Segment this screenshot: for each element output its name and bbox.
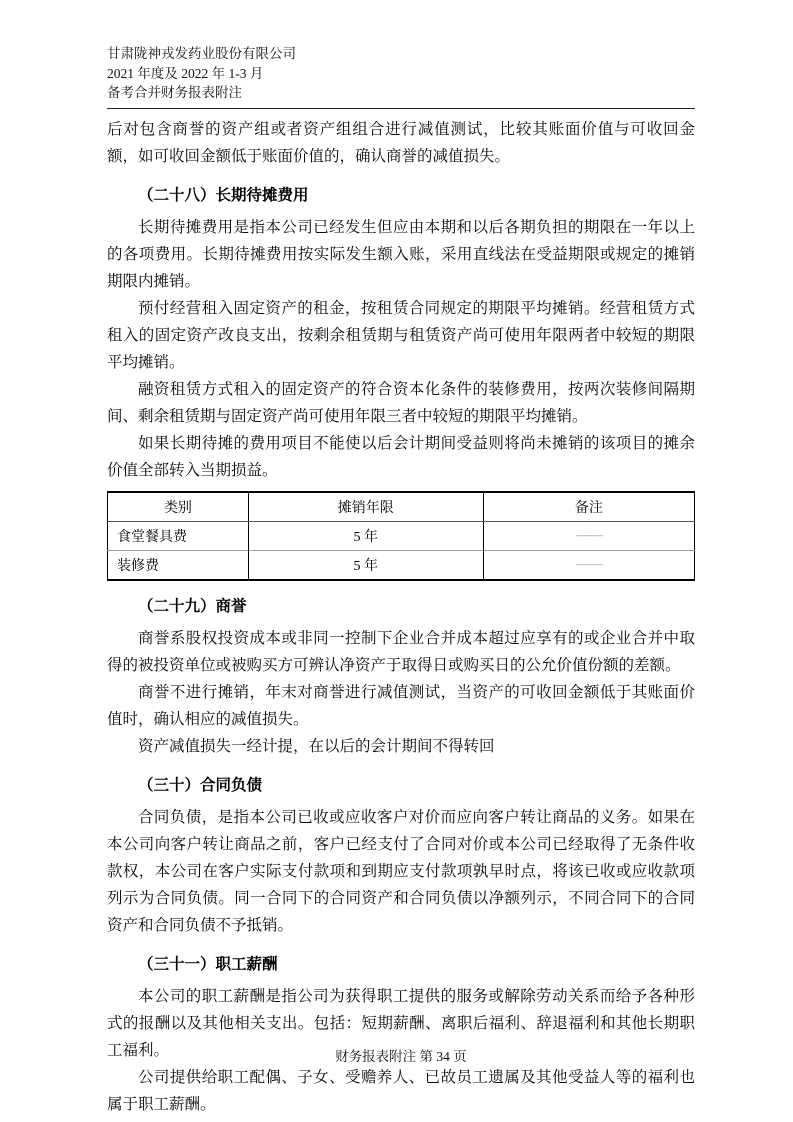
section-31-paragraph: 公司提供给职工配偶、子女、受赡养人、已故员工遗属及其他受益人等的福利也属于职工薪酬。 bbox=[107, 1068, 695, 1113]
section-28-paragraph: 预付经营租入固定资产的租金，按租赁合同规定的期限平均摊销。经营租赁方式租入的固定资产改良支出，按剩余租赁期与租赁资产尚可使用年限两者中较短的期限平均摊销。 bbox=[107, 299, 695, 371]
cell-years: 5 年 bbox=[248, 521, 483, 550]
intro-paragraph: 后对包含商誉的资产组或者资产组组合进行减值测试，比较其账面价值与可收回金额，如可收回金额低于账面价值的，确认商誉的减值损失。 bbox=[107, 120, 695, 165]
section-31-title: （三十一）职工薪酬 bbox=[138, 955, 278, 973]
column-header-remark: 备注 bbox=[483, 492, 694, 522]
header-divider bbox=[107, 108, 695, 109]
section-28-paragraph: 长期待摊费用是指本公司已经发生但应由本期和以后各期负担的期限在一年以上的各项费用。长期待摊费用按实际发生额入账，采用直线法在受益期限或规定的摊销期限内摊销。 bbox=[107, 218, 695, 290]
section-29-paragraph: 资产减值损失一经计提，在以后的会计期间不得转回 bbox=[138, 737, 495, 755]
cell-remark: —— bbox=[483, 521, 694, 550]
document-title: 备考合并财务报表附注 bbox=[107, 85, 242, 100]
table-row bbox=[108, 550, 695, 580]
section-28-paragraph: 融资租赁方式租入的固定资产的符合资本化条件的装修费用，按两次装修间隔期间、剩余租赁期与固定资产尚可使用年限三者中较短的期限平均摊销。 bbox=[107, 380, 695, 425]
section-30-title: （三十）合同负债 bbox=[138, 776, 263, 794]
section-29-paragraph: 商誉系股权投资成本或非同一控制下企业合并成本超过应享有的或企业合并中取得的被投资单位或被购买方可辨认净资产于取得日或购买日的公允价值份额的差额。 bbox=[107, 629, 695, 674]
cell-remark: —— bbox=[483, 550, 694, 580]
amortization-table bbox=[107, 491, 695, 581]
table-row bbox=[108, 521, 695, 550]
cell-category: 食堂餐具费 bbox=[117, 529, 187, 545]
page-footer: 财务报表附注 第 34 页 bbox=[335, 1049, 467, 1064]
column-header-category: 类别 bbox=[108, 492, 249, 522]
section-28-title: （二十八）长期待摊费用 bbox=[138, 186, 309, 204]
section-28-paragraph: 如果长期待摊的费用项目不能使以后会计期间受益则将尚未摊销的该项目的摊余价值全部转入当期损益。 bbox=[107, 434, 695, 479]
cell-years: 5 年 bbox=[248, 550, 483, 580]
section-29-paragraph: 商誉不进行摊销，年末对商誉进行减值测试，当资产的可收回金额低于其账面价值时，确认相应的减值损失。 bbox=[107, 683, 695, 728]
section-31-paragraph: 本公司的职工薪酬是指公司为获得职工提供的服务或解除劳动关系而给予各种形式的报酬以及其他相关支出。包括：短期薪酬、离职后福利、辞退福利和其他长期职工福利。 bbox=[107, 987, 695, 1059]
section-30-paragraph: 合同负债，是指本公司已收或应收客户对价而应向客户转让商品的义务。如果在本公司向客户转让商品之前，客户已经支付了合同对价或本公司已经取得了无条件收款权，本公司在客户实际支付款项和到期应支付款项孰早时点，将该已收或应收款项列示为合同负债。同一合同下的合同资产和合同负债以净额列示，不同合同下的合同资产和合同负债不予抵销。 bbox=[107, 808, 695, 934]
cell-category: 装修费 bbox=[108, 550, 249, 580]
column-header-amortization-period: 摊销年限 bbox=[248, 492, 483, 522]
section-29-title: （二十九）商誉 bbox=[138, 597, 247, 615]
document-header bbox=[107, 44, 695, 103]
report-period: 2021 年度及 2022 年 1-3 月 bbox=[107, 65, 264, 81]
table-header-row bbox=[108, 492, 695, 522]
company-name: 甘肃陇神戎发药业股份有限公司 bbox=[107, 46, 296, 61]
